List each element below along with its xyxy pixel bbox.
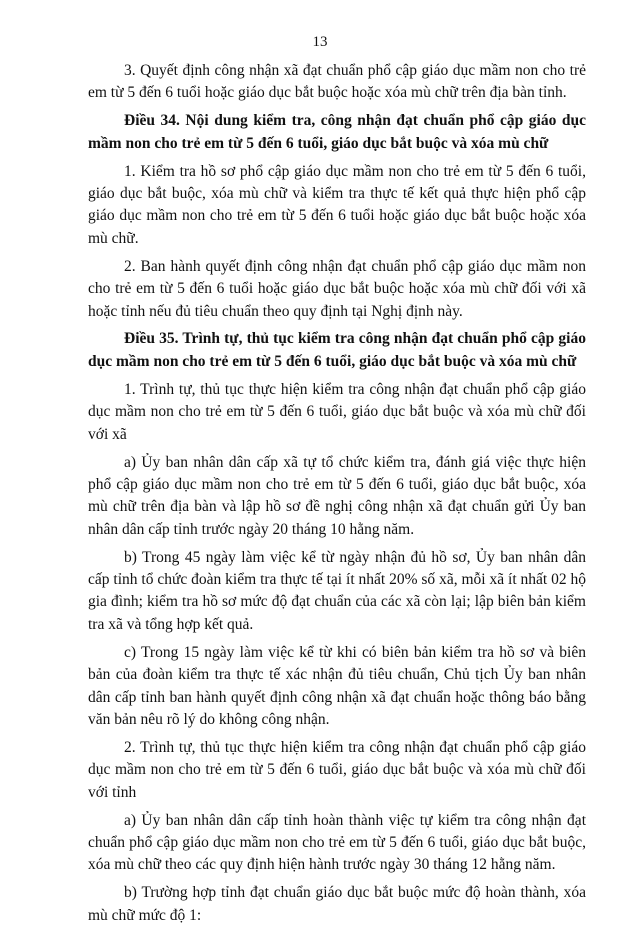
- paragraph-article-35-clause-2: 2. Trình tự, thủ tục thực hiện kiểm tra công nhận đạt chuẩn phổ cập giáo dục mầm non cho trẻ em từ 5 đến 6 tuổi, giáo dục bắt buộc và xóa mù chữ đối với tỉnh: [88, 738, 586, 801]
- paragraph-clause-2-point-b: b) Trường hợp tỉnh đạt chuẩn giáo dục bắt buộc mức độ hoàn thành, xóa mù chữ mức độ 1:: [88, 884, 586, 924]
- paragraph-clause-3: 3. Quyết định công nhận xã đạt chuẩn phổ cập giáo dục mầm non cho trẻ em từ 5 đến 6 tuổi hoặc giáo dục bắt buộc hoặc xóa mù chữ trên địa bàn tỉnh.: [88, 62, 586, 102]
- article-34-heading: Điều 34. Nội dung kiểm tra, công nhận đạt chuẩn phổ cập giáo dục mầm non cho trẻ em từ 5 đến 6 tuổi, giáo dục bắt buộc và xóa mù chữ: [88, 112, 586, 152]
- document-body: [88, 60, 586, 933]
- paragraph-article-34-clause-1: 1. Kiểm tra hồ sơ phổ cập giáo dục mầm non cho trẻ em từ 5 đến 6 tuổi, giáo dục bắt buộc, xóa mù chữ và kiểm tra thực tế kết quả thực hiện phổ cập giáo dục mầm non cho trẻ em từ 5 đến 6 tuổi hoặc giáo dục bắt buộc hoặc xóa mù chữ.: [88, 162, 586, 247]
- paragraph-article-35-clause-1: 1. Trình tự, thủ tục thực hiện kiểm tra công nhận đạt chuẩn phổ cập giáo dục mầm non cho trẻ em từ 5 đến 6 tuổi, giáo dục bắt buộc và xóa mù chữ đối với xã: [88, 380, 586, 443]
- paragraph-clause-1-point-c: c) Trong 15 ngày làm việc kể từ khi có biên bản kiểm tra hồ sơ và biên bản của đoàn kiểm tra thực tế xác nhận đủ tiêu chuẩn, Chủ tịch Ủy ban nhân dân cấp tỉnh ban hành quyết định công nhận xã đạt chuẩn hoặc thông báo bằng văn bản nêu rõ lý do không công nhận.: [88, 643, 586, 728]
- paragraph-clause-1-point-a: a) Ủy ban nhân dân cấp xã tự tổ chức kiểm tra, đánh giá việc thực hiện phổ cập giáo dục mầm non cho trẻ em từ 5 đến 6 tuổi, giáo dục bắt buộc, xóa mù chữ trên địa bàn và lập hồ sơ đề nghị công nhận xã đạt chuẩn gửi Ủy ban nhân dân cấp tỉnh trước ngày 20 tháng 10 hằng năm.: [88, 453, 586, 538]
- paragraph-article-34-clause-2: 2. Ban hành quyết định công nhận đạt chuẩn phổ cập giáo dục mầm non cho trẻ em từ 5 đến 6 tuổi hoặc giáo dục bắt buộc hoặc xóa mù chữ đối với xã hoặc tỉnh nếu đủ tiêu chuẩn theo quy định tại Nghị định này.: [88, 257, 586, 320]
- paragraph-clause-1-point-b: b) Trong 45 ngày làm việc kể từ ngày nhận đủ hồ sơ, Ủy ban nhân dân cấp tỉnh tổ chức đoàn kiểm tra thực tế tại ít nhất 20% số xã, mỗi xã ít nhất 02 hộ gia đình; kiểm tra hồ sơ mức độ đạt chuẩn của các xã còn lại; lập biên bản kiểm tra xã và tổng hợp kết quả.: [88, 548, 586, 633]
- page-number: 13: [312, 34, 328, 50]
- article-35-heading: Điều 35. Trình tự, thủ tục kiểm tra công nhận đạt chuẩn phổ cập giáo dục mầm non cho trẻ em từ 5 đến 6 tuổi, giáo dục bắt buộc và xóa mù chữ: [88, 330, 586, 370]
- paragraph-clause-2-point-a: a) Ủy ban nhân dân cấp tỉnh hoàn thành việc tự kiểm tra công nhận đạt chuẩn phổ cập giáo dục mầm non cho trẻ em từ 5 đến 6 tuổi, giáo dục bắt buộc, xóa mù chữ theo các quy định hiện hành trước ngày 30 tháng 12 hằng năm.: [88, 811, 586, 874]
